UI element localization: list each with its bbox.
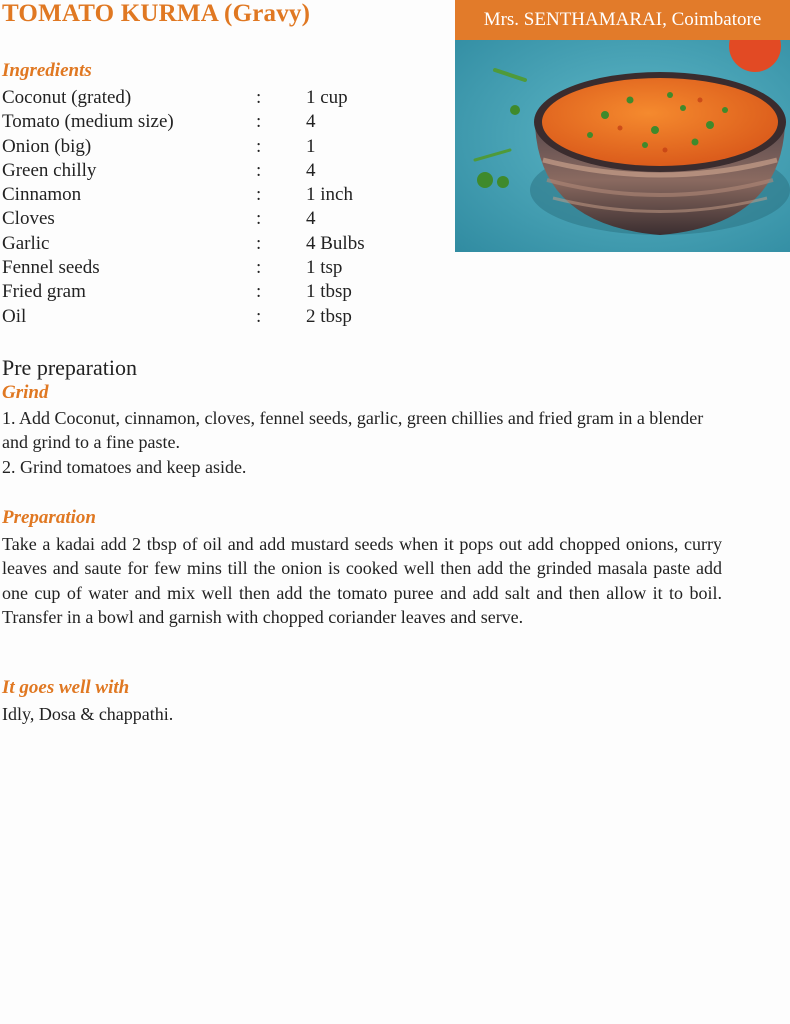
ingredient-name: Garlic	[2, 232, 50, 254]
ingredient-name: Fried gram	[2, 281, 86, 303]
recipe-title: TOMATO KURMA (Gravy)	[2, 0, 311, 27]
ingredient-separator: :	[256, 159, 262, 181]
ingredient-row	[2, 305, 442, 329]
ingredient-name: Coconut (grated)	[2, 87, 132, 108]
ingredient-quantity: 2 tbsp	[306, 305, 352, 327]
ingredient-quantity: 4	[306, 159, 316, 181]
ingredient-row	[2, 207, 442, 231]
ingredient-separator: :	[256, 111, 262, 133]
ingredient-row	[2, 135, 442, 159]
author-banner: Mrs. SENTHAMARAI, Coimbatore	[455, 0, 790, 40]
recipe-photo	[455, 40, 790, 252]
ingredient-quantity: 1 tbsp	[306, 281, 352, 303]
ingredient-quantity: 4	[306, 111, 316, 133]
ingredients-list	[2, 86, 442, 329]
ingredient-row	[2, 86, 442, 110]
ingredient-name: Tomato (medium size)	[2, 111, 174, 133]
ingredient-row	[2, 256, 442, 280]
ingredients-heading: Ingredients	[2, 60, 92, 81]
ingredient-name: Onion (big)	[2, 135, 92, 157]
ingredient-name: Cinnamon	[2, 184, 82, 206]
ingredient-row	[2, 232, 442, 256]
ingredient-row	[2, 110, 442, 134]
ingredient-separator: :	[256, 87, 262, 108]
ingredient-quantity: 1 cup	[306, 87, 348, 108]
ingredient-separator: :	[256, 305, 262, 327]
ingredient-quantity: 1 inch	[306, 184, 353, 206]
preparation-text: Take a kadai add 2 tbsp of oil and add mustard seeds when it pops out add chopped onions, curry leaves and saute for few mins till the onion is cooked well then add the grinded masala paste add one cup of water and mix well then add the tomato puree and add salt and then allow it to boil. Transfer in a bowl and garnish with chopped coriander leaves and serve.	[2, 534, 722, 627]
ingredient-quantity: 1	[306, 135, 316, 157]
ingredient-separator: :	[256, 257, 262, 279]
ingredient-name: Green chilly	[2, 159, 97, 181]
ingredient-separator: :	[256, 135, 262, 157]
ingredient-separator: :	[256, 232, 262, 254]
ingredient-row	[2, 183, 442, 207]
ingredient-name: Fennel seeds	[2, 257, 100, 279]
ingredient-row	[2, 159, 442, 183]
ingredient-quantity: 1 tsp	[306, 257, 343, 279]
ingredient-row	[2, 280, 442, 304]
preparation-heading: Preparation	[2, 507, 96, 528]
serving-heading: It goes well with	[2, 677, 130, 698]
ingredient-name: Cloves	[2, 208, 55, 230]
grind-step: 2. Grind tomatoes and keep aside.	[2, 457, 247, 477]
pre-preparation-title: Pre preparation	[2, 355, 137, 380]
serving-text: Idly, Dosa & chappathi.	[2, 704, 174, 724]
grind-heading: Grind	[2, 382, 49, 403]
ingredient-separator: :	[256, 208, 262, 230]
ingredient-separator: :	[256, 184, 262, 206]
tomato-kurma-bowl-photo	[455, 40, 790, 252]
ingredient-quantity: 4	[306, 208, 316, 230]
ingredient-name: Oil	[2, 305, 27, 327]
ingredient-separator: :	[256, 281, 262, 303]
grind-step: 1. Add Coconut, cinnamon, cloves, fennel seeds, garlic, green chillies and fried gram in a blender and grind to a fine paste.	[2, 408, 704, 453]
ingredient-quantity: 4 Bulbs	[306, 232, 365, 254]
